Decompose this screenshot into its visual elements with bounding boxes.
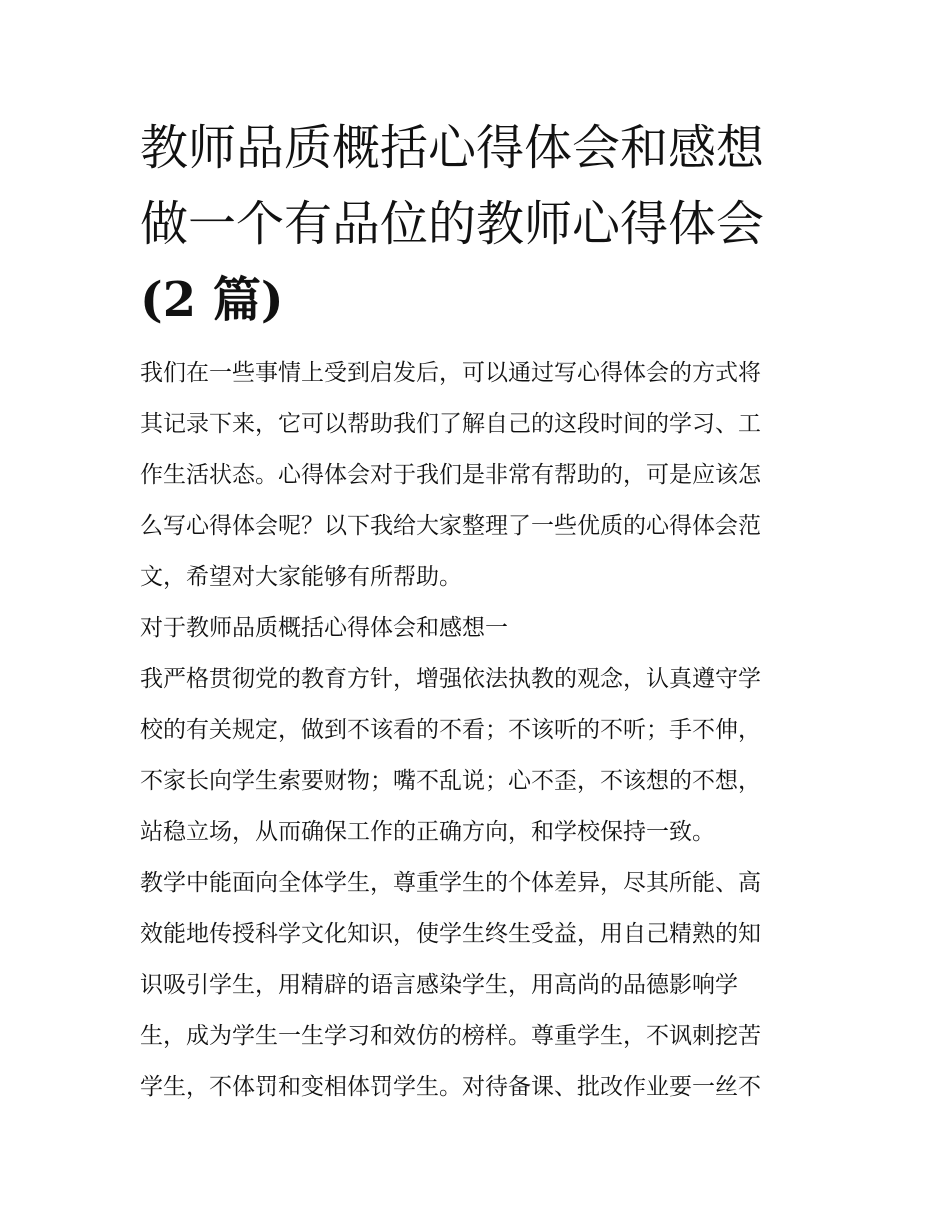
paragraph-line: 校的有关规定，做到不该看的不看；不该听的不听；手不伸， <box>140 717 761 743</box>
section-heading: 对于教师品质概括心得体会和感想一 <box>140 615 508 641</box>
document-title <box>140 110 820 338</box>
body-paragraph-2 <box>140 858 820 1113</box>
intro-line: 文，希望对大家能够有所帮助。 <box>140 564 462 590</box>
paragraph-line: 不家长向学生索要财物；嘴不乱说；心不歪，不该想的不想， <box>140 768 761 794</box>
title-line-1: 教师品质概括心得体会和感想 <box>140 120 765 176</box>
paragraph-line: 生，成为学生一生学习和效仿的榜样。尊重学生，不讽刺挖苦 <box>140 1023 761 1049</box>
intro-line: 作生活状态。心得体会对于我们是非常有帮助的，可是应该怎 <box>140 462 761 488</box>
intro-line: 我们在一些事情上受到启发后，可以通过写心得体会的方式将 <box>140 360 761 386</box>
paragraph-line: 识吸引学生，用精辟的语言感染学生，用高尚的品德影响学 <box>140 972 738 998</box>
paragraph-line: 效能地传授科学文化知识，使学生终生受益，用自己精熟的知 <box>140 921 761 947</box>
paragraph-line: 站稳立场，从而确保工作的正确方向，和学校保持一致。 <box>140 819 715 845</box>
intro-line: 么写心得体会呢？以下我给大家整理了一些优质的心得体会范 <box>140 513 761 539</box>
intro-line: 其记录下来，它可以帮助我们了解自己的这段时间的学习、工 <box>140 411 761 437</box>
title-line-2: 做一个有品位的教师心得体会 <box>140 196 765 252</box>
paragraph-line: 教学中能面向全体学生，尊重学生的个体差异，尽其所能、高 <box>140 870 761 896</box>
title-line-3: (2 篇) <box>140 272 284 328</box>
body-paragraph-1 <box>140 654 820 858</box>
document-content <box>140 110 820 1113</box>
paragraph-line: 我严格贯彻党的教育方针，增强依法执教的观念，认真遵守学 <box>140 666 761 692</box>
intro-paragraph <box>140 348 820 603</box>
paragraph-line: 学生，不体罚和变相体罚学生。对待备课、批改作业要一丝不 <box>140 1074 761 1100</box>
